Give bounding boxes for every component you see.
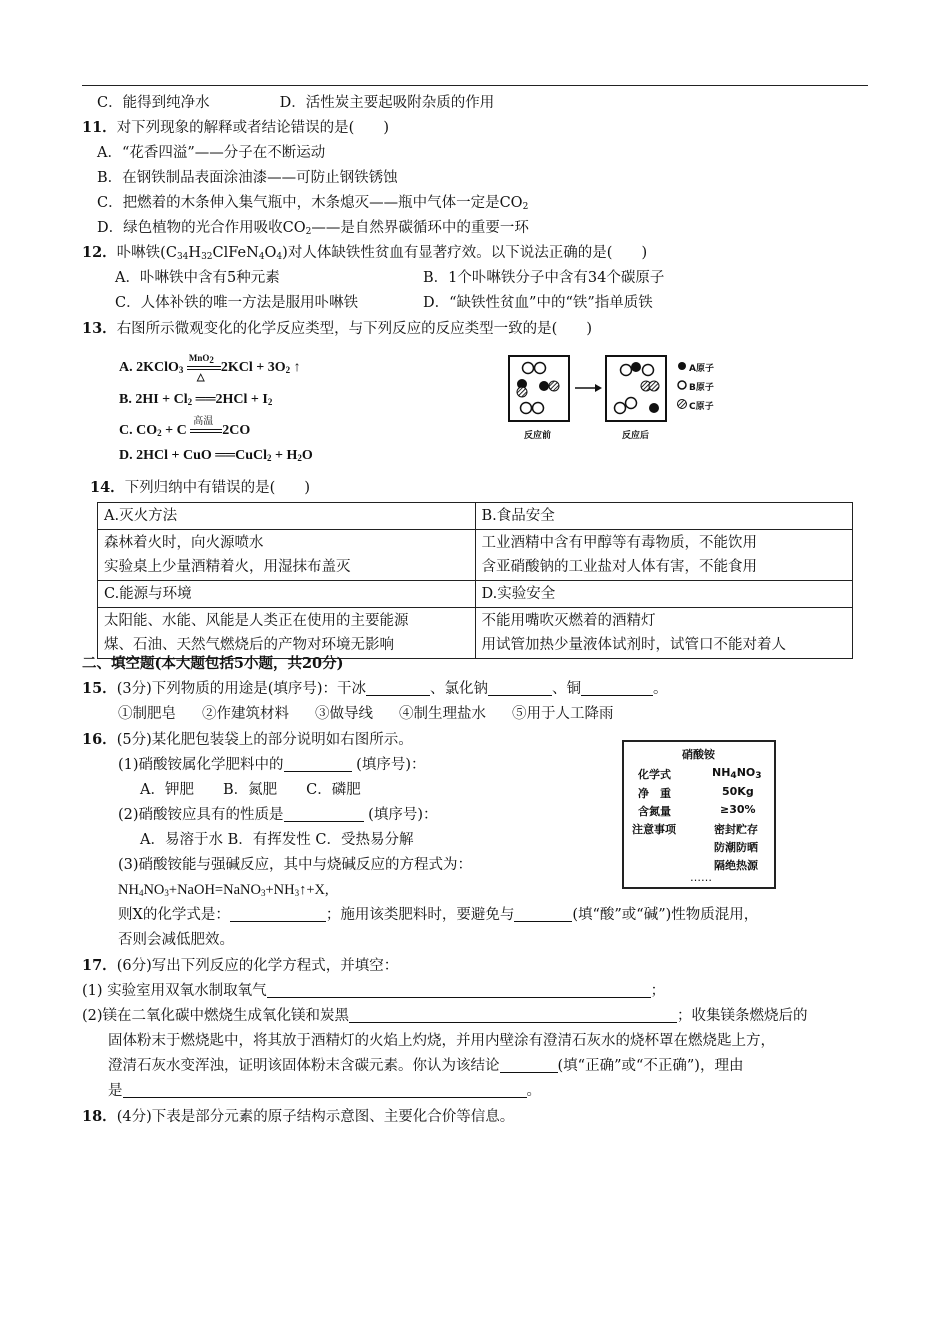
q14-cell-line: 用试管加热少量液体试剂时，试管口不能对着人 <box>481 637 786 653</box>
q14-cell <box>475 608 853 659</box>
q13-option-d: D. 2HCl + CuO ══CuCl$_2$ + $H_2O$ <box>119 448 313 463</box>
q16-part2: (2)硝酸铵应具有的性质是 (填序号)： <box>118 807 438 823</box>
q12-stem: 12．卟啉铁$(C_{34}H_{32}ClFeN_4O_4)$对人体缺铁性贫血有显著疗效。以下说法正确的是( ) <box>82 244 648 262</box>
q16-equation: $NH_4NO_3+NaOH=NaNO_3+NH_3↑+X$, <box>118 882 329 898</box>
q14-stem <box>90 478 310 498</box>
q14-cell-line: 工业酒精中含有甲醇等有毒物质，不能饮用 <box>481 535 757 551</box>
q14-cell <box>98 608 476 659</box>
label-value-weight: 50Kg <box>722 785 754 798</box>
q14-cell-line: 含亚硝酸钠的工业盐对人体有害，不能食用 <box>481 559 757 575</box>
q17-part2-line2: 固体粉末于燃烧匙中，将其放于酒精灯的火焰上灼烧，并用内壁涂有澄清石灰水的烧杯罩在燃烧匙上方， <box>108 1033 775 1049</box>
q18-number: 18． <box>82 1108 117 1125</box>
after-caption: 反应后 <box>622 431 650 441</box>
q14-cell-line: 实验桌上少量酒精着火，用湿抹布盖灭 <box>104 559 351 575</box>
blank-mg-co2-equation[interactable] <box>349 1007 677 1023</box>
q12-option-b: B．1个卟啉铁分子中含有34个碳原子 <box>423 270 665 286</box>
fertilizer-label <box>622 740 776 889</box>
q11-question: 对下列现象的解释或者结论错误的是( ) <box>116 120 389 136</box>
q14-number: 14． <box>90 479 125 496</box>
q14-cell <box>475 530 853 581</box>
q16-part1-options: A．钾肥 B．氮肥 C．磷肥 <box>140 782 361 798</box>
blank-reason[interactable] <box>123 1082 527 1098</box>
label-note-2: 防潮防晒 <box>714 841 758 854</box>
q16-part3: (3)硝酸铵能与强碱反应，其中与烧碱反应的方程式为： <box>118 857 473 873</box>
catalyst-label: MnO$_2$ <box>188 353 214 365</box>
q13-stem <box>82 319 592 339</box>
q12-option-a: A．卟啉铁中含有5种元素 <box>115 270 280 286</box>
blank-conclusion[interactable] <box>500 1057 558 1073</box>
label-key-notes: 注意事项 <box>632 823 676 836</box>
q16-stem: 16．(5分)某化肥包装袋上的部分说明如右图所示。 <box>82 731 413 748</box>
q12-option-d: D．“缺铁性贫血”中的“铁”指单质铁 <box>423 295 653 311</box>
q15-options <box>118 704 614 724</box>
section-2-title: 二、填空题(本大题包括5小题，共20分) <box>82 655 344 672</box>
q11-option-b: B．在钢铁制品表面涂油漆——可防止钢铁锈蚀 <box>97 170 398 186</box>
label-ellipsis: …… <box>690 871 712 884</box>
q14-cell-line: C.能源与环境 <box>104 586 192 602</box>
q15-option-1: ①制肥皂 <box>118 706 176 722</box>
a-atom <box>539 381 549 391</box>
label-note-3: 隔绝热源 <box>714 859 758 872</box>
q17-part2: (2)镁在二氧化碳中燃烧生成氧化镁和炭黑 ；收集镁条燃烧后的 <box>82 1008 808 1024</box>
q17-number: 17． <box>82 957 117 974</box>
c-atom <box>549 381 559 391</box>
blank-x-formula[interactable] <box>230 906 326 922</box>
b-atom <box>521 403 532 414</box>
blank-sodium-chloride[interactable] <box>488 680 552 696</box>
blank-property[interactable] <box>284 806 364 822</box>
label-key-nitrogen: 含氮量 <box>638 805 671 818</box>
legend-a-symbol <box>678 362 686 370</box>
q18-stem: 18．(4分)下表是部分元素的原子结构示意图、主要化合价等信息。 <box>82 1108 515 1125</box>
q14-content-row <box>98 608 853 659</box>
b-atom <box>535 363 546 374</box>
q14-cell-line: 太阳能、水能、风能是人类正在使用的主要能源 <box>104 613 409 629</box>
q14-cell-line: 森林着火时，向火源喷水 <box>104 535 264 551</box>
q11-number: 11． <box>82 119 117 136</box>
label-key-weight: 净 重 <box>638 787 671 800</box>
q16-part3-blanks: 则X的化学式是： ；施用该类肥料时，要避免与 (填“酸”或“碱”)性物质混用， <box>118 907 759 923</box>
heat-symbol: △ <box>196 372 205 383</box>
legend-b-label: B原子 <box>689 383 714 393</box>
q13-number: 13． <box>82 320 117 337</box>
q14-cell <box>475 503 853 530</box>
q14-cell-line: 不能用嘴吹灭燃着的酒精灯 <box>481 613 656 629</box>
q10-option-c: C．能得到纯净水 <box>97 95 210 111</box>
q14-cell-line: B.食品安全 <box>481 508 555 524</box>
b-atom <box>523 363 534 374</box>
header-rule <box>82 85 868 86</box>
q15-option-2: ②作建筑材料 <box>202 706 289 722</box>
blank-fertilizer-type[interactable] <box>284 756 352 772</box>
q14-cell <box>475 581 853 608</box>
q16-part3-end: 否则会减低肥效。 <box>118 932 234 948</box>
q15-number: 15． <box>82 680 117 697</box>
q17-stem: 17．(6分)写出下列反应的化学方程式，并填空： <box>82 957 399 974</box>
q14-header-row <box>98 581 853 608</box>
q11-option-a: A．“花香四溢”——分子在不断运动 <box>97 145 326 161</box>
q15-option-5: ⑤用于人工降雨 <box>512 706 614 722</box>
q14-cell-line: D.实验安全 <box>481 586 556 602</box>
q14-cell-line: A.灭火方法 <box>104 508 178 524</box>
legend-c-label: C原子 <box>689 402 714 412</box>
q14-header-row <box>98 503 853 530</box>
q14-cell <box>98 581 476 608</box>
q10-options <box>97 93 494 113</box>
q14-cell-line: 煤、石油、天然气燃烧后的产物对环境无影响 <box>104 637 394 653</box>
c-atom <box>517 387 527 397</box>
legend-a-label: A原子 <box>689 364 714 374</box>
q13-option-c: C. $CO_2 + C$ 高温 2CO <box>119 421 250 441</box>
label-note-1: 密封贮存 <box>714 823 758 836</box>
q16-part1: (1)硝酸铵属化学肥料中的 (填序号)： <box>118 757 426 773</box>
q17-part2-line3: 澄清石灰水变浑浊，证明该固体粉末含碳元素。你认为该结论 (填“正确”或“不正确”)，理由 <box>108 1058 744 1074</box>
q16-part2-options: A．易溶于水 B．有挥发性 C．受热易分解 <box>140 832 414 848</box>
q11-stem <box>82 118 389 138</box>
q13-question: 右图所示微观变化的化学反应类型，与下列反应的反应类型一致的是( ) <box>116 321 592 337</box>
q14-cell <box>98 530 476 581</box>
blank-h2o2-equation[interactable] <box>267 982 651 998</box>
q14-table <box>97 502 853 659</box>
legend-b-symbol <box>678 381 686 389</box>
q11-option-d: D．绿色植物的光合作用吸收$CO_2——$是自然界碳循环中的重要一环 <box>97 220 529 237</box>
legend-c-symbol <box>678 400 687 409</box>
high-temp-label: 高温 <box>193 416 214 427</box>
label-title: 硝酸铵 <box>682 748 715 761</box>
q15-option-3: ③做导线 <box>315 706 373 722</box>
q15-option-4: ④制生理盐水 <box>399 706 486 722</box>
b-atom <box>533 403 544 414</box>
q11-option-c: C．把燃着的木条伸入集气瓶中，木条熄灭——瓶中气体一定是$CO_2$ <box>97 195 529 212</box>
q12-option-c: C．人体补铁的唯一方法是服用卟啉铁 <box>115 295 359 311</box>
blank-acid-base[interactable] <box>514 906 572 922</box>
q10-option-d: D．活性炭主要起吸附杂质的作用 <box>279 95 495 111</box>
q15-stem: 15．(3分)下列物质的用途是(填序号)：干冰 、氯化钠 、铜 。 <box>82 680 668 697</box>
label-key-formula: 化学式 <box>638 768 671 781</box>
q17-part1: (1) 实验室用双氧水制取氧气 ； <box>82 983 666 999</box>
q14-content-row <box>98 530 853 581</box>
q16-number: 16． <box>82 731 117 748</box>
q14-question: 下列归纳中有错误的是( ) <box>124 480 311 496</box>
q14-cell <box>98 503 476 530</box>
q17-part2-line4: 是 。 <box>108 1083 541 1099</box>
before-caption: 反应前 <box>524 431 552 441</box>
blank-copper[interactable] <box>581 680 653 696</box>
label-value-nitrogen: ≥30% <box>720 803 756 816</box>
q12-number: 12． <box>82 244 117 261</box>
q13-option-b: B. $2HI + Cl_2$ ══2HCl + $I_2$ <box>119 392 273 407</box>
q13-option-a: A. 2KClO$_3$ MnO$_2$ △ $2KCl + 3O_2$ ↑ <box>119 358 301 378</box>
blank-dry-ice[interactable] <box>366 680 430 696</box>
label-value-formula: $NH_4NO_3$ <box>712 766 762 781</box>
